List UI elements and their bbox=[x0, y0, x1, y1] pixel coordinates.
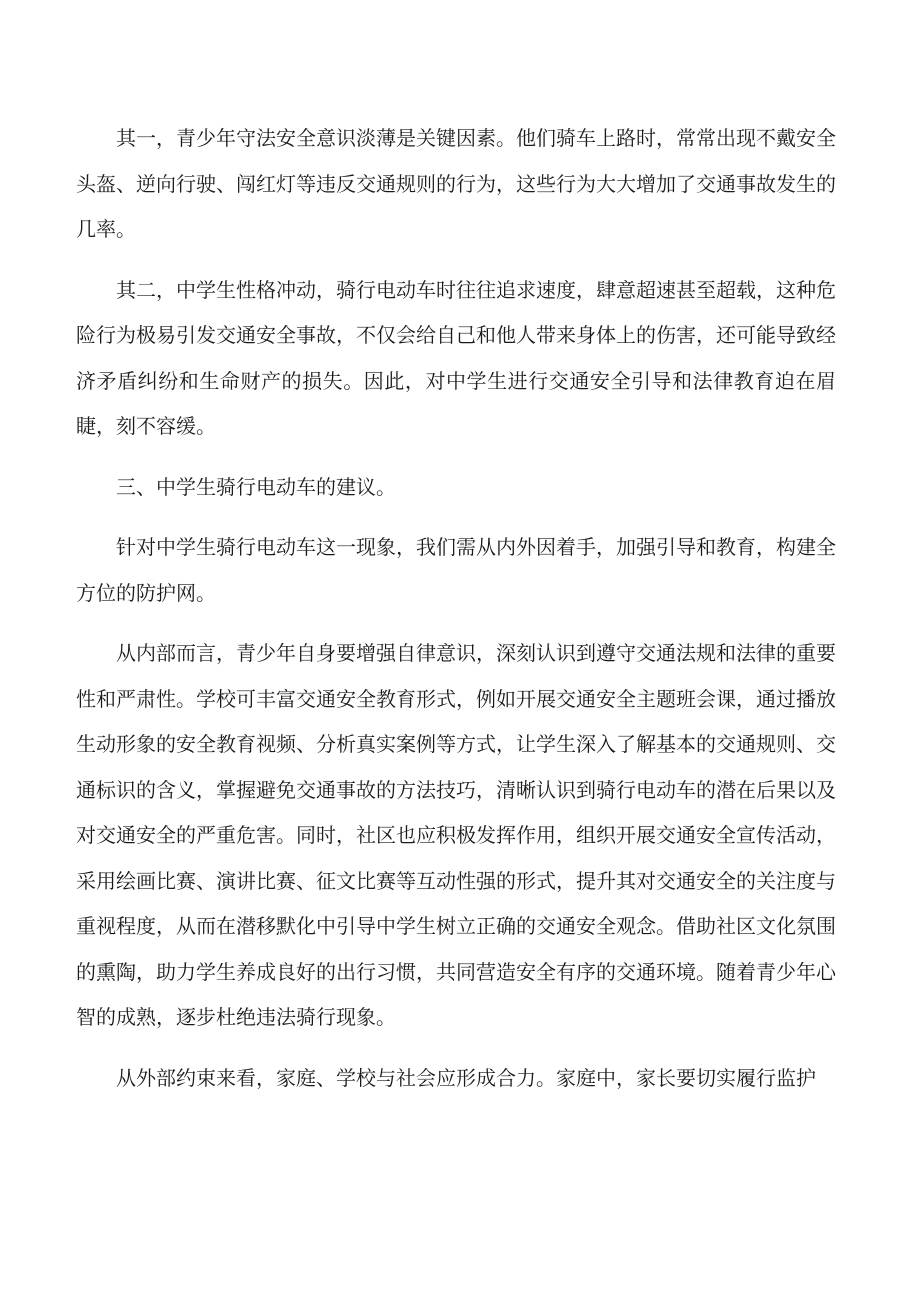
document-body bbox=[76, 116, 836, 1116]
paragraph-suggestions-intro: 针对中学生骑行电动车这一现象，我们需从内外因着手，加强引导和教育，构建全方位的防护网。 bbox=[76, 535, 836, 605]
paragraph-internal-measures: 从内部而言，青少年自身要增强自律意识，深刻认识到遵守交通法规和法律的重要性和严肃性。学校可丰富交通安全教育形式，例如开展交通安全主题班会课，通过播放生动形象的安全教育视频、分析真实案例等方式，让学生深入了解基本的交通规则、交通标识的含义，掌握避免交通事故的方法技巧，清晰认识到骑行电动车的潜在后果以及对交通安全的严重危害。同时，社区也应积极发挥作用，组织开展交通安全宣传活动，采用绘画比赛、演讲比赛、征文比赛等互动性强的形式，提升其对交通安全的关注度与重视程度，从而在潜移默化中引导中学生树立正确的交通安全观念。借助社区文化氛围的熏陶，助力学生养成良好的出行习惯，共同营造安全有序的交通环境。随着青少年心智的成熟，逐步杜绝违法骑行现象。 bbox=[76, 641, 836, 1029]
paragraph-reason-two: 其二，中学生性格冲动，骑行电动车时往往追求速度，肆意超速甚至超载，这种危险行为极易引发交通安全事故，不仅会给自己和他人带来身体上的伤害，还可能导致经济矛盾纠纷和生命财产的损失。因此，对中学生进行交通安全引导和法律教育迫在眉睫，刻不容缓。 bbox=[76, 277, 836, 438]
paragraph-reason-one: 其一，青少年守法安全意识淡薄是关键因素。他们骑车上路时，常常出现不戴安全头盔、逆向行驶、闯红灯等违反交通规则的行为，这些行为大大增加了交通事故发生的几率。 bbox=[76, 126, 836, 241]
section-heading-suggestions: 三、中学生骑行电动车的建议。 bbox=[116, 474, 396, 499]
paragraph-external-constraints: 从外部约束来看，家庭、学校与社会应形成合力。家庭中，家长要切实履行监护 bbox=[116, 1065, 816, 1090]
